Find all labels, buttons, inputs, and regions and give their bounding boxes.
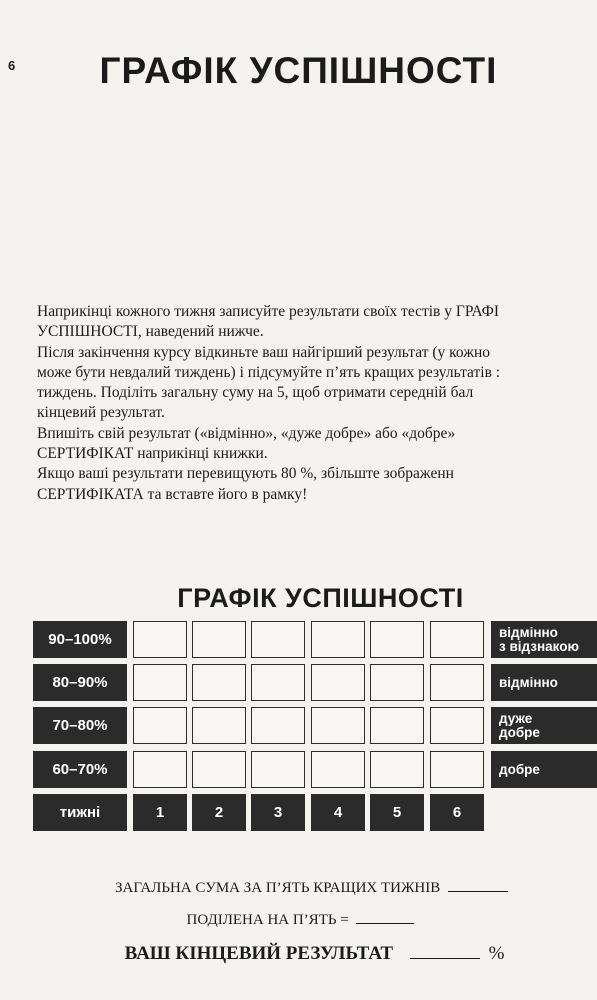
total-row	[0, 880, 597, 897]
week-number: 4	[311, 794, 365, 831]
grade-label: відмінно	[491, 664, 597, 701]
score-cell[interactable]	[251, 621, 305, 658]
final-blank[interactable]	[410, 958, 480, 959]
instruction-line: СЕРТИФІКАТ наприкінці книжки.	[37, 445, 268, 463]
score-cell[interactable]	[430, 664, 484, 701]
score-cell[interactable]	[133, 751, 187, 788]
score-cell[interactable]	[251, 707, 305, 744]
grade-label: дуже добре	[491, 707, 597, 744]
divided-label: ПОДІЛЕНА НА П’ЯТЬ =	[186, 912, 349, 928]
score-cell[interactable]	[430, 621, 484, 658]
score-cell[interactable]	[311, 664, 365, 701]
total-label: ЗАГАЛЬНА СУМА ЗА П’ЯТЬ КРАЩИХ ТИЖНІВ	[114, 880, 441, 896]
range-label: 60–70%	[33, 751, 127, 788]
total-blank[interactable]	[448, 891, 508, 892]
grade-label: добре	[491, 751, 597, 788]
score-cell[interactable]	[133, 664, 187, 701]
score-cell[interactable]	[311, 707, 365, 744]
score-cell[interactable]	[311, 621, 365, 658]
score-cell[interactable]	[370, 621, 424, 658]
score-cell[interactable]	[133, 621, 187, 658]
divided-row	[0, 912, 597, 929]
final-row	[0, 943, 597, 965]
range-label: 90–100%	[33, 621, 127, 658]
score-cell[interactable]	[192, 707, 246, 744]
score-cell[interactable]	[133, 707, 187, 744]
instruction-line: Наприкінці кожного тижня записуйте результати своїх тестів у ГРАФІ	[37, 303, 500, 320]
score-cell[interactable]	[311, 751, 365, 788]
week-number: 3	[251, 794, 305, 831]
weeks-label: тижні	[33, 794, 127, 831]
instruction-line: СЕРТИФІКАТА та вставте його в рамку!	[37, 485, 308, 503]
score-cell[interactable]	[370, 751, 424, 788]
instruction-line: тиждень. Поділіть загальну суму на 5, щоб отримати середній бал	[37, 384, 474, 402]
page-title: ГРАФІК УСПІШНОСТІ	[99, 50, 498, 91]
score-cell[interactable]	[370, 707, 424, 744]
score-cell[interactable]	[192, 751, 246, 788]
instruction-line: Якщо ваші результати перевищують 80 %, збільште зображенн	[37, 465, 454, 483]
score-cell[interactable]	[192, 664, 246, 701]
score-cell[interactable]	[251, 664, 305, 701]
chart-title: ГРАФІК УСПІШНОСТІ	[177, 583, 464, 613]
score-cell[interactable]	[192, 621, 246, 658]
week-number: 2	[192, 794, 246, 831]
divided-blank[interactable]	[356, 923, 414, 924]
instruction-line: може бути невдалий тиждень) і підсумуйте п’ять кращих результатів :	[37, 363, 501, 381]
range-label: 80–90%	[33, 664, 127, 701]
percent-sign: %	[488, 943, 505, 964]
range-label: 70–80%	[33, 707, 127, 744]
instruction-line: УСПІШНОСТІ, наведений нижче.	[37, 323, 264, 341]
instruction-line: Впишіть свій результат («відмінно», «дуже добре» або «добре»	[37, 424, 456, 442]
grade-label: відмінно з відзнакою	[491, 621, 597, 658]
score-cell[interactable]	[430, 751, 484, 788]
week-number: 6	[430, 794, 484, 831]
final-label: ВАШ КІНЦЕВИЙ РЕЗУЛЬТАТ	[124, 943, 394, 964]
instruction-line: кінцевий результат.	[37, 404, 165, 422]
score-cell[interactable]	[370, 664, 424, 701]
week-number: 5	[370, 794, 424, 831]
score-cell[interactable]	[251, 751, 305, 788]
instruction-line: Після закінчення курсу відкиньте ваш найгірший результат (у кожно	[37, 343, 490, 361]
score-cell[interactable]	[430, 707, 484, 744]
week-number: 1	[133, 794, 187, 831]
page-number: 6	[8, 58, 16, 73]
